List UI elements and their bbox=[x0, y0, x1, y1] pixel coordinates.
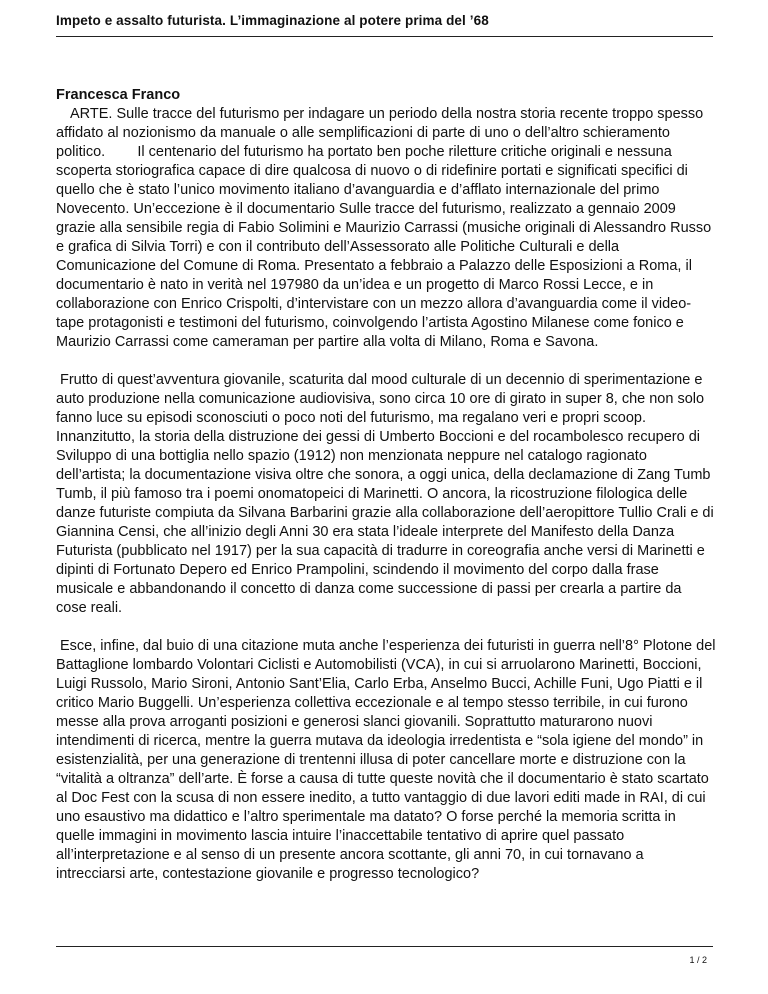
article-author: Francesca Franco bbox=[56, 87, 181, 103]
article-paragraph: Esce, infine, dal buio di una citazione muta anche l’esperienza dei futuristi in guerra nell’8° Plotone del Battaglione lombardo Volontari Ciclisti e Automobilisti (VCA), in cui si arruolarono Marinetti, Boccioni, Luigi Russolo, Mario Sironi, Antonio Sant’Elia, Carlo Erba, Anselmo Bucci, Achille Funi, Ugo Piatti e il critico Mario Buggelli. Un’esperienza collettiva eccezionale e al tempo stesso terribile, in cui furono messe alla prova arroganti posizioni e generosi slanci giovanili. Soprattutto maturarono nuovi intendimenti di ricerca, mentre la guerra mutava da ideologia irredentista e “sola igiene del mondo” in esistenzialità, per una generazione di trentenni illusa di poter cancellare morte e distruzione con la “vitalità a oltranza” dell’arte. È forse a causa di tutte queste novità che il documentario è stato scartato al Doc Fest con la scusa di non essere inedito, a tutto vantaggio di due lavori editi made in RAI, di cui uno esaustivo ma didattico e l’altro sperimentale ma datato? O forse perché la memoria scritta in quelle immagini in movimento lascia intuire l’inaccettabile tentativo di aprire quel passato all’interpretazione e al senso di un presente ancora scottante, gli anni 70, in cui tornavano a intrecciarsi arte, contestazione giovanile e progresso tecnologico? bbox=[56, 638, 716, 882]
page-header bbox=[56, 8, 713, 37]
page-number: 1 / 2 bbox=[689, 955, 707, 965]
page-footer bbox=[56, 946, 713, 965]
article-paragraph: ARTE. Sulle tracce del futurismo per indagare un periodo della nostra storia recente troppo spesso affidato al nozionismo da manuale o alle semplificazioni di parte di uno o dell’altro schieramento politico. Il centenario del futurismo ha portato ben poche riletture critiche originali e nessuna scoperta storiografica capace di dire qualcosa di nuovo o di ridefinire portati e significati specifici di quello che è stato l’unico movimento italiano d’avanguardia e d’afflato internazionale del primo Novecento. Un’eccezione è il documentario Sulle tracce del futurismo, realizzato a gennaio 2009 grazie alla sensibile regia di Fabio Solimini e Maurizio Carrassi (musiche originali di Alessandro Russo e grafica di Silvia Torri) e con il contributo dell’Assessorato alle Politiche Culturali e della Comunicazione del Comune di Roma. Presentato a febbraio a Palazzo delle Esposizioni a Roma, il documentario è nato in verità nel 197980 da un’idea e un progetto di Marco Rossi Lecce, e in collaborazione con Enrico Crispolti, d’intervistare con un mezzo allora d’avanguardia come il video-tape protagonisti e testimoni del futurismo, coinvolgendo l’artista Agostino Milanese come fonico e Maurizio Carrassi come cameraman per partire alla volta di Milano, Roma e Savona. bbox=[56, 106, 716, 350]
article-paragraph: Frutto di quest’avventura giovanile, scaturita dal mood culturale di un decennio di sperimentazione e auto produzione nella comunicazione audiovisiva, sono circa 10 ore di girato in super 8, che non solo fanno luce su episodi sconosciuti o poco noti del futurismo, ma regalano veri e propri scoop. Innanzitutto, la storia della distruzione dei gessi di Umberto Boccioni e del rocambolesco recupero di Sviluppo di una bottiglia nello spazio (1912) non menzionata neppure nel catalogo ragionato dell’artista; la documentazione visiva oltre che sonora, a oggi unica, della declamazione di Zang Tumb Tumb, il più famoso tra i poemi onomatopeici di Marinetti. O ancora, la ricostruzione filologica delle danze futuriste compiuta da Silvana Barbarini grazie alla collaborazione dell’aeropittore Tullio Crali e di Giannina Censi, che all’inizio degli Anni 30 era stata l’ideale interprete del Manifesto della Danza Futurista (pubblicato nel 1917) per la sua capacità di tradurre in coreografia anche versi di Marinetti e dipinti di Fortunato Depero ed Enrico Prampolini, scindendo il movimento del corpo dalla frase musicale e abbandonando il concetto di danza come successione di passi per crearla a partire da cose reali. bbox=[56, 372, 714, 616]
document-title: Impeto e assalto futurista. L’immaginazione al potere prima del ’68 bbox=[56, 13, 489, 28]
article-body bbox=[56, 86, 716, 884]
